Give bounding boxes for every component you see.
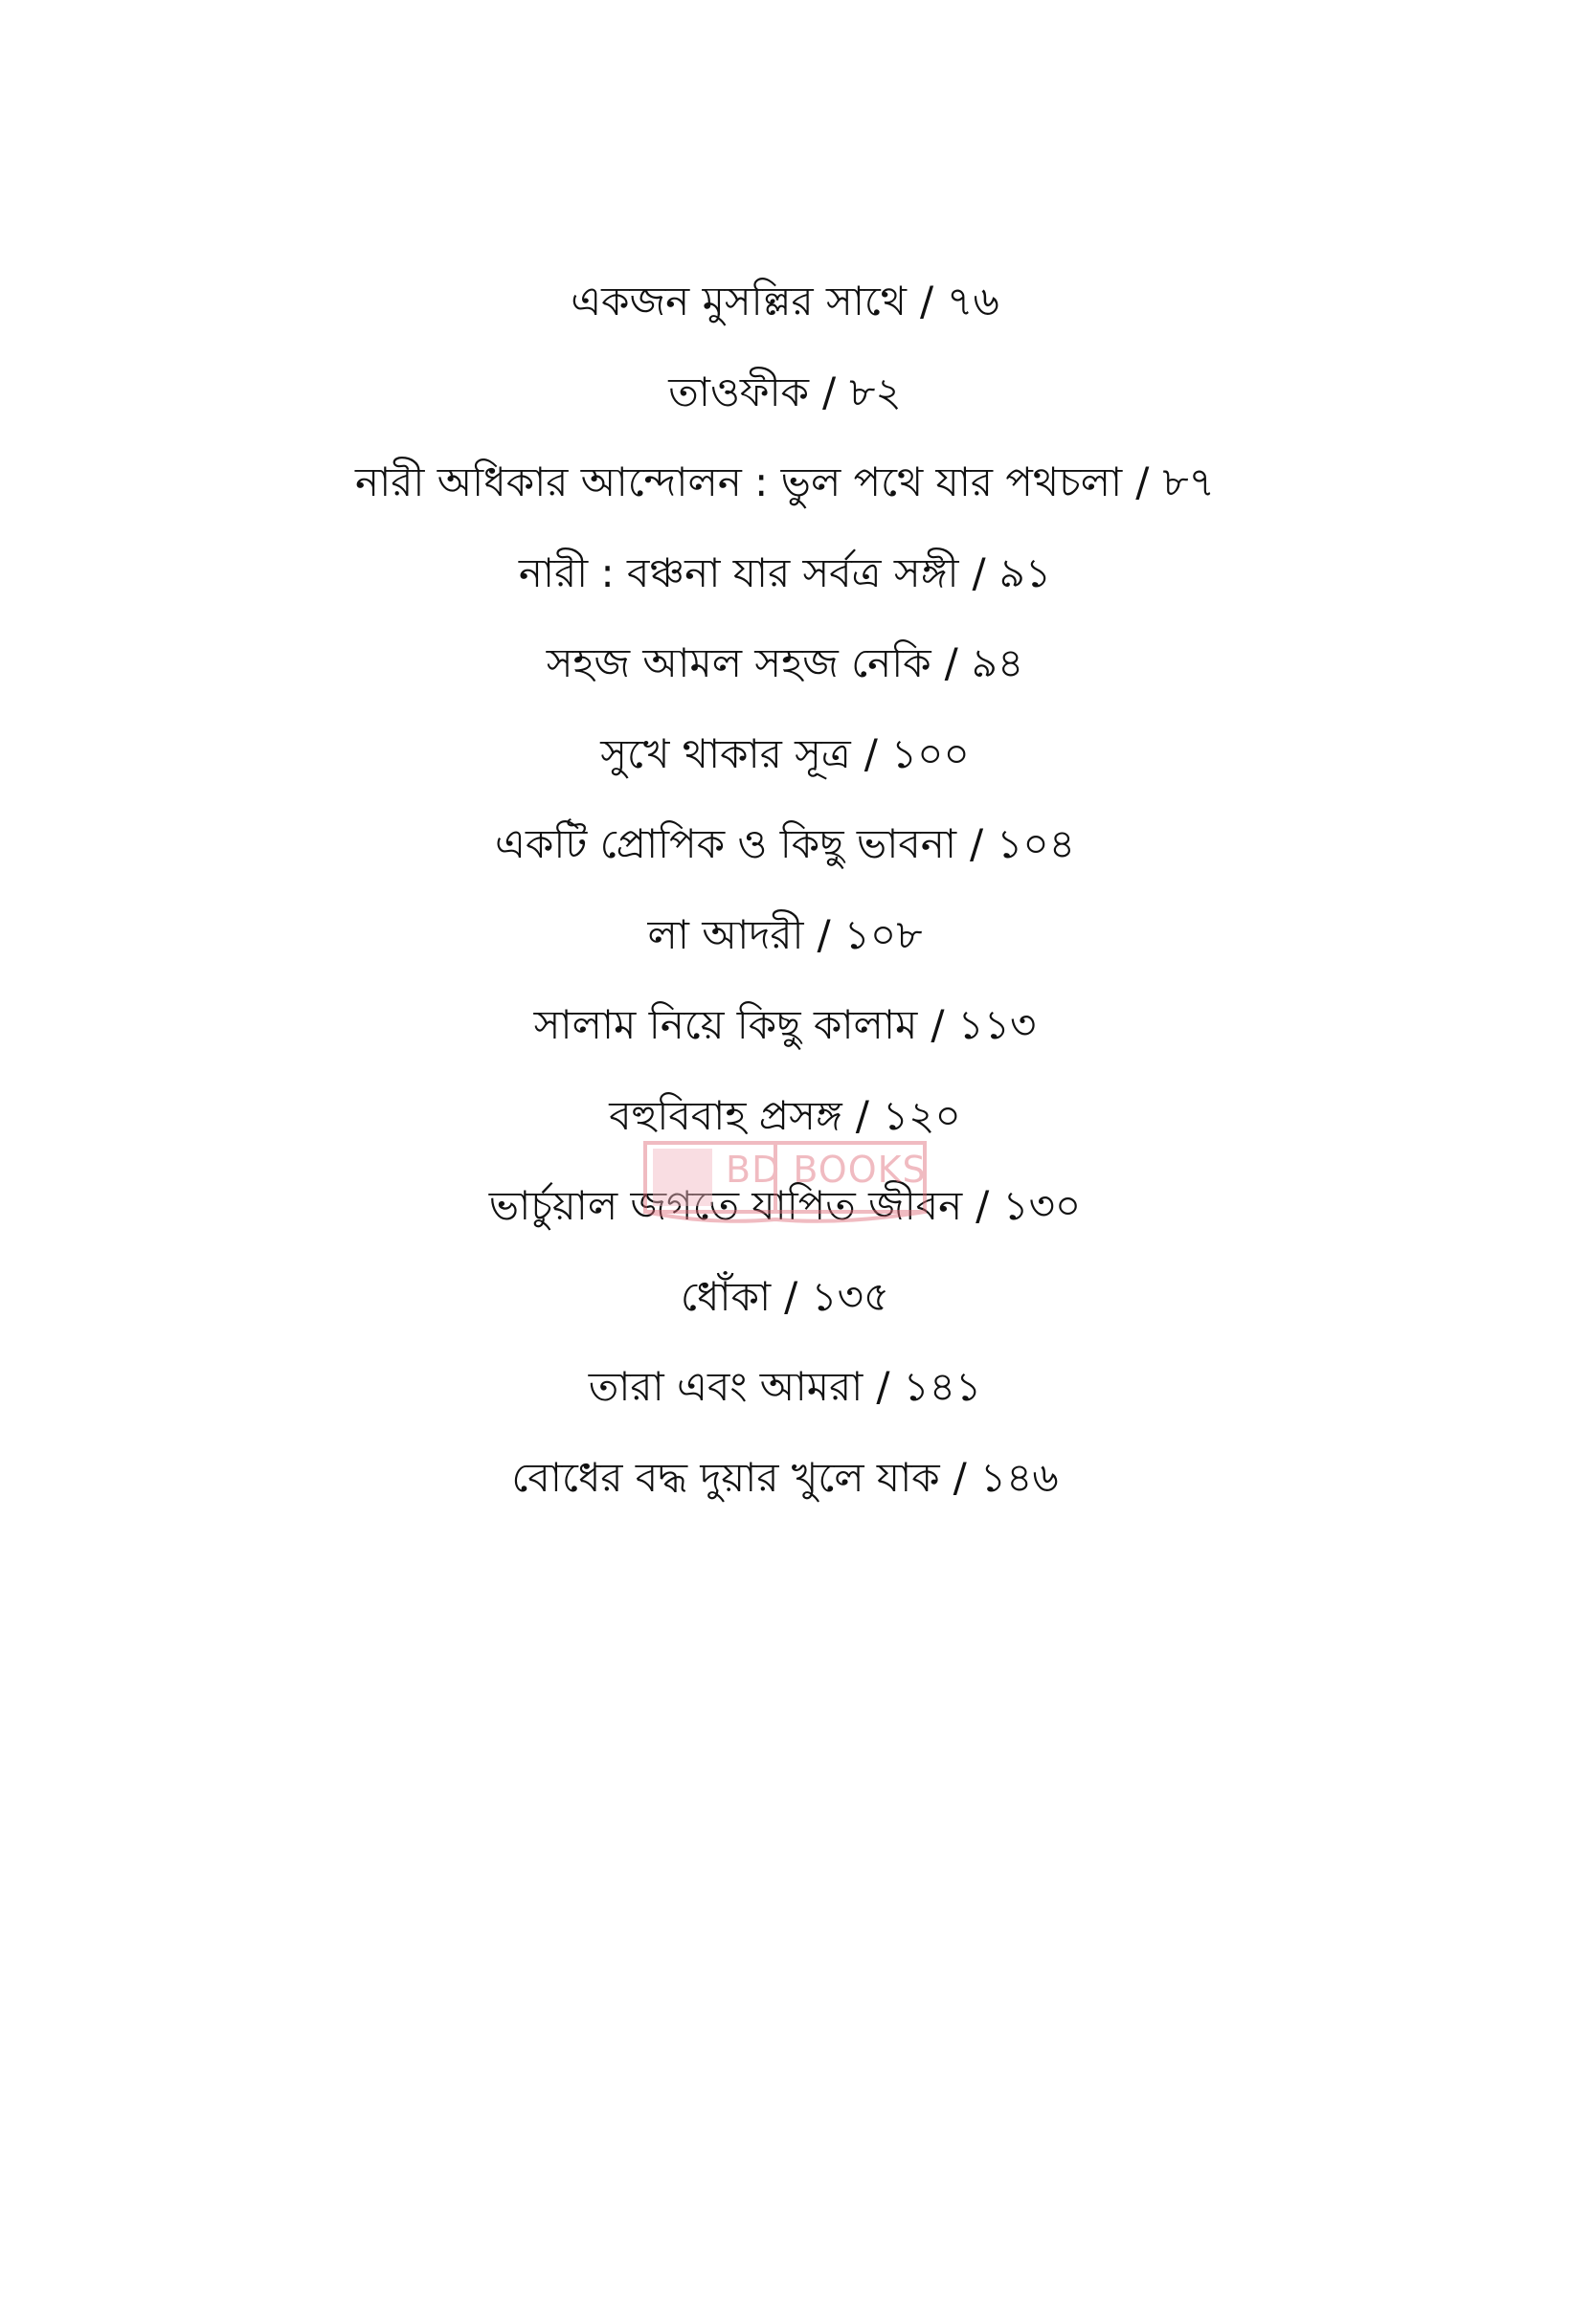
toc-entry-page: ১০৪: [997, 820, 1075, 867]
table-of-contents: [0, 257, 1570, 1523]
toc-entry-title: ধোঁকা: [680, 1272, 772, 1320]
toc-entry-title: তাওফীক: [668, 368, 809, 415]
toc-separator: /: [919, 278, 934, 324]
toc-separator: /: [931, 1001, 945, 1048]
toc-entry-title: লা আদরী: [647, 910, 804, 958]
toc-entry: [0, 1433, 1570, 1524]
toc-entry-page: ১৪৬: [979, 1453, 1059, 1501]
toc-entry: [0, 257, 1570, 347]
toc-entry: [0, 980, 1570, 1071]
toc-entry: [0, 709, 1570, 800]
toc-separator: /: [944, 639, 958, 686]
toc-entry-page: ৮২: [849, 368, 902, 415]
watermark-text: BD BOOKS: [726, 1149, 927, 1191]
toc-entry-title: সুখে থাকার সূত্র: [600, 729, 851, 777]
toc-separator: /: [972, 548, 986, 596]
toc-entry: [0, 799, 1570, 890]
toc-entry: [0, 618, 1570, 709]
toc-entry-page: ১৩৫: [811, 1272, 890, 1320]
toc-entry: [0, 1071, 1570, 1162]
toc-separator: /: [821, 368, 837, 415]
toc-entry-page: ৭৬: [947, 278, 999, 324]
toc-entry-title: সহজ আমল সহজ নেকি: [546, 639, 931, 686]
toc-entry-page: ১৪১: [903, 1363, 982, 1410]
toc-entry-title: ভার্চুয়াল জগতে যাপিত জীবন: [488, 1182, 963, 1229]
toc-entry: [0, 347, 1570, 438]
toc-separator: /: [817, 910, 831, 958]
toc-entry-title: নারী অধিকার আন্দোলন : ভুল পথে যার পথচলা: [355, 458, 1123, 505]
toc-entry-title: বোধের বদ্ধ দুয়ার খুলে যাক: [511, 1453, 940, 1501]
toc-separator: /: [855, 1091, 869, 1139]
toc-entry-page: ১৩০: [1002, 1182, 1082, 1229]
toc-entry-title: নারী : বঞ্চনা যার সর্বত্র সঙ্গী: [518, 548, 959, 596]
toc-entry-title: বহুবিবাহ প্রসঙ্গ: [609, 1091, 842, 1139]
toc-entry: [0, 890, 1570, 981]
toc-entry-title: সালাম নিয়ে কিছু কালাম: [533, 1001, 918, 1048]
toc-entry-title: একজন মুসল্লির সাথে: [571, 278, 907, 324]
toc-separator: /: [1135, 458, 1150, 505]
toc-separator: /: [864, 729, 878, 777]
toc-entry-page: ১০০: [890, 729, 970, 777]
toc-separator: /: [784, 1272, 798, 1320]
toc-entry: [0, 1252, 1570, 1343]
toc-entry-title: তারা এবং আমরা: [588, 1363, 864, 1410]
toc-entry-page: ৯৪: [971, 639, 1024, 686]
toc-entry-page: ১০৮: [843, 910, 923, 958]
toc-separator: /: [970, 820, 984, 867]
toc-entry-page: ৯১: [998, 548, 1052, 596]
toc-entry-page: ১২০: [882, 1091, 961, 1139]
toc-entry-page: ১১৩: [957, 1001, 1037, 1048]
toc-entry: [0, 1342, 1570, 1433]
toc-entry: [0, 1161, 1570, 1252]
toc-entry: [0, 437, 1570, 528]
toc-entry-page: ৮৭: [1162, 458, 1215, 505]
toc-separator: /: [953, 1453, 967, 1501]
toc-entry: [0, 528, 1570, 619]
toc-separator: /: [876, 1363, 890, 1410]
toc-separator: /: [976, 1182, 990, 1229]
toc-entry-title: একটি প্রোপিক ও কিছু ভাবনা: [495, 820, 956, 867]
